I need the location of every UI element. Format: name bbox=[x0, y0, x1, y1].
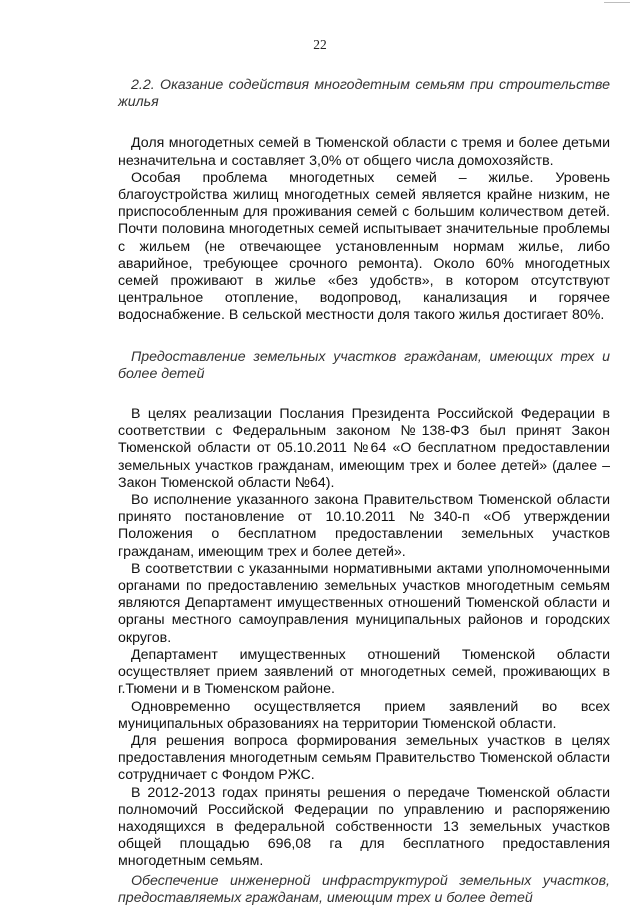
subheading: Обеспечение инженерной инфраструктурой земельных участков, предоставляемых гражданам, имеющим трех и более детей bbox=[118, 872, 610, 906]
subheading: Предоставление земельных участков гражданам, имеющих трех и более детей bbox=[118, 348, 610, 382]
page-body bbox=[118, 77, 610, 907]
page-number: 22 bbox=[313, 37, 327, 52]
paragraph: Во исполнение указанного закона Правительством Тюменской области принято постановление от 10.10.2011 №340-п «Об утверждении Положения о бесплатном предоставлении земельных участков гражданам, имеющим трех и более детей». bbox=[118, 492, 610, 560]
paragraph: В соответствии с указанными нормативными актами уполномоченными органами по предоставлению земельных участков многодетным семьям являются Департамент имущественных отношений Тюменской области и органы местного самоуправления муниципальных районов и городских округов. bbox=[118, 560, 610, 646]
paragraph: Департамент имущественных отношений Тюменской области осуществляет прием заявлений от многодетных семей, проживающих в г.Тюмени и в Тюменском районе. bbox=[118, 646, 610, 698]
paragraph: Для решения вопроса формирования земельных участков в целях предоставления многодетным семьям Правительство Тюменской области сотрудничает с Фондом РЖС. bbox=[118, 732, 610, 784]
paragraph: В целях реализации Послания Президента Российской Федерации в соответствии с Федеральным законом №138-ФЗ был принят Закон Тюменской области от 05.10.2011 №64 «О бесплатном предоставлении земельных участков гражданам, имеющим трех и более детей» (далее – Закон Тюменской области №64). bbox=[118, 406, 610, 491]
paragraph: Особая проблема многодетных семей – жилье. Уровень благоустройства жилищ многодетных семей является крайне низким, не приспособленным для проживания семей с большим количеством детей. Почти половина многодетных семей испытывает значительные проблемы с жильем (не отвечающее установленным нормам жилье, либо аварийное, требующее срочного ремонта). Около 60% многодетных семей проживают в жилье «без удобств», в котором отсутствуют центральное отопление, водопровод, канализация и горячее водоснабжение. В сельской местности доля такого жилья достигает 80%. bbox=[118, 169, 610, 324]
section-heading: 2.2. Оказание содействия многодетным семьям при строительстве жилья bbox=[118, 77, 610, 111]
paragraph: Одновременно осуществляется прием заявлений во всех муниципальных образованиях на территории Тюменской области. bbox=[118, 698, 610, 732]
paragraph: В 2012-2013 годах приняты решения о передаче Тюменской области полномочий Российской Федерации по управлению и распоряжению находящихся в федеральной собственности 13 земельных участков общей площадью 696,08 га для бесплатного предоставления многодетным семьям. bbox=[118, 784, 610, 870]
scan-edge-mark bbox=[604, 2, 630, 3]
paragraph: Доля многодетных семей в Тюменской области с тремя и более детьми незначительна и составляет 3,0% от общего числа домохозяйств. bbox=[118, 135, 610, 169]
